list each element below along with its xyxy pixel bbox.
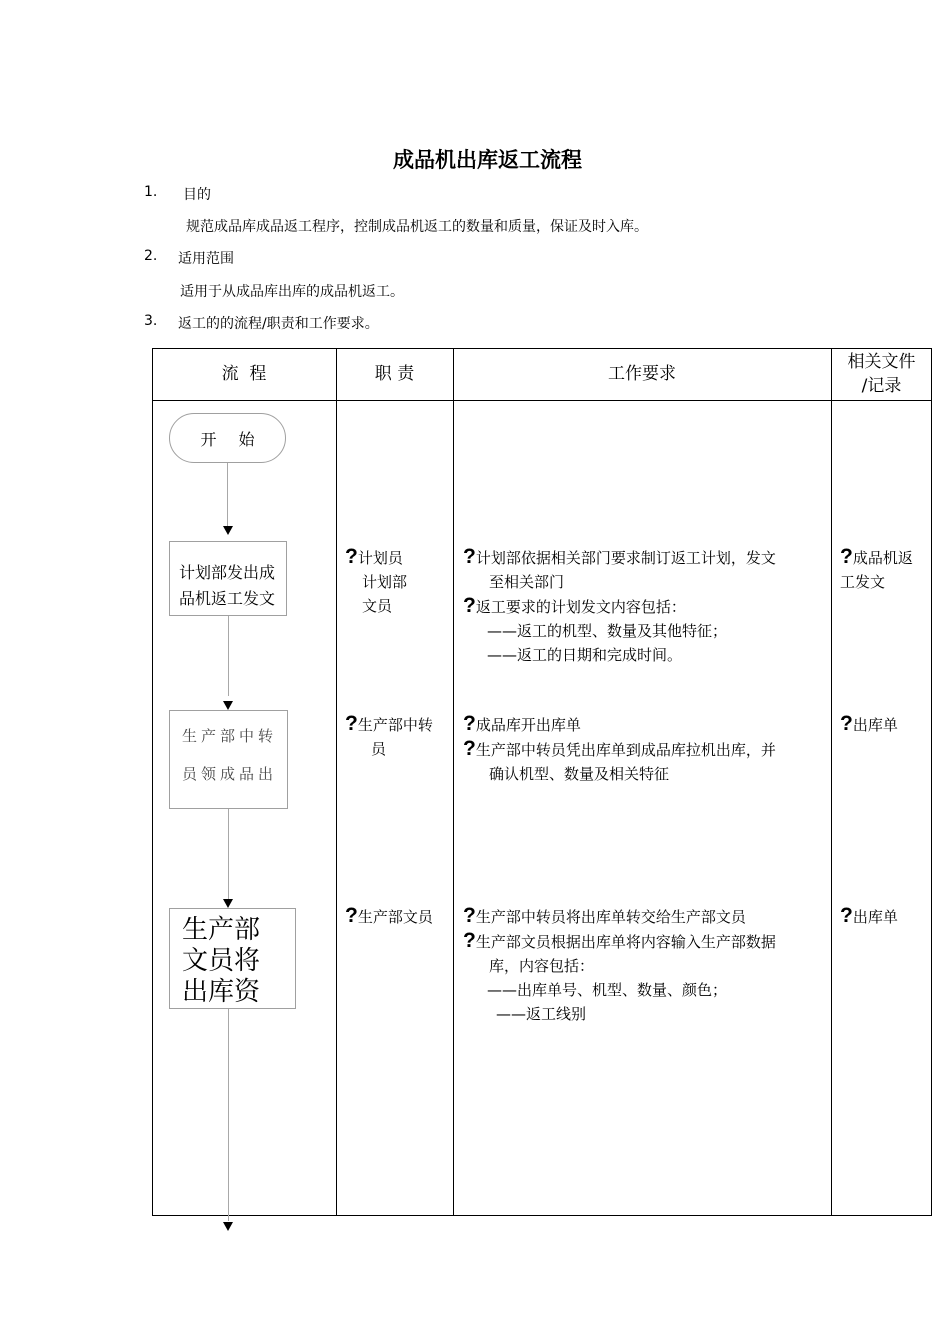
arrow-down-icon <box>223 526 233 535</box>
flow-step-3-line3: 出库资 <box>182 977 261 1007</box>
connector-step3-next <box>228 1009 229 1221</box>
row1-req1-line2: 至相关部门 <box>489 573 565 591</box>
flow-start-terminal: 开始 <box>169 413 286 463</box>
row3-duty <box>345 904 433 929</box>
row1-req-sub1: ——返工的机型、数量及其他特征； <box>487 622 728 640</box>
bullet-icon: ? <box>463 929 476 952</box>
header-docs <box>831 348 932 400</box>
arrow-down-icon <box>223 701 233 710</box>
arrow-down-icon <box>223 899 233 908</box>
row1-req1-line1: 计划部依据相关部门要求制订返工计划，发文 <box>475 549 776 567</box>
header-requirements: 工作要求 <box>608 364 676 384</box>
bullet-icon: ? <box>840 712 853 735</box>
row3-req2-line2: 库，内容包括： <box>489 957 595 975</box>
row3-docs <box>840 904 898 929</box>
flow-step-2-line2: 员领成品出 <box>182 765 278 783</box>
flow-step-3 <box>169 908 296 1009</box>
section-2-number: 2. <box>144 248 158 264</box>
bullet-icon: ? <box>463 545 476 568</box>
row2-duty-line1: 生产部中转 <box>357 716 433 734</box>
connector-start-step1 <box>227 463 228 527</box>
bullet-icon: ? <box>840 545 853 568</box>
bullet-icon: ? <box>345 904 358 927</box>
flow-step-1 <box>169 541 287 616</box>
header-docs-line2: /记录 <box>861 376 902 396</box>
section-2-body: 适用于从成品库出库的成品机返工。 <box>180 284 404 300</box>
connector-step1-step2 <box>228 616 229 696</box>
row1-duty-line2: 计划部 <box>362 573 408 591</box>
table-col-divider-2 <box>453 348 454 1216</box>
row3-doc: 出库单 <box>852 908 898 926</box>
flow-step-3-line1: 生产部 <box>182 915 261 945</box>
flow-step-1-line1: 计划部发出成 <box>179 563 276 582</box>
arrow-down-icon <box>223 1222 233 1231</box>
row2-docs <box>840 712 898 737</box>
row3-req1: 生产部中转员将出库单转交给生产部文员 <box>475 908 746 926</box>
row3-req2-line1: 生产部文员根据出库单将内容输入生产部数据 <box>475 933 776 951</box>
section-1-body: 规范成品库成品返工程序，控制成品机返工的数量和质量，保证及时入库。 <box>186 219 648 235</box>
bullet-icon: ? <box>840 904 853 927</box>
row2-doc: 出库单 <box>852 716 898 734</box>
bullet-icon: ? <box>463 594 476 617</box>
row2-req2-line1: 生产部中转员凭出库单到成品库拉机出库，并 <box>475 741 776 759</box>
row2-duty-line2: 员 <box>371 740 387 758</box>
row1-requirements <box>463 545 829 667</box>
section-1-number: 1. <box>144 184 158 200</box>
table-header-divider <box>152 400 932 401</box>
row1-docs <box>840 545 913 594</box>
section-3-heading: 返工的的流程/职责和工作要求。 <box>178 316 379 332</box>
bullet-icon: ? <box>345 545 358 568</box>
header-flow: 流 程 <box>221 364 267 384</box>
row1-duty-line1: 计划员 <box>357 549 403 567</box>
flow-step-1-line2: 品机返工发文 <box>179 589 276 608</box>
row3-duty-text: 生产部文员 <box>357 908 433 926</box>
header-docs-line1: 相关文件 <box>847 352 916 372</box>
row1-duty <box>345 545 407 618</box>
header-duty: 职 责 <box>374 364 415 384</box>
row2-requirements <box>463 712 829 786</box>
row1-doc-line2: 工发文 <box>840 573 886 591</box>
bullet-icon: ? <box>463 712 476 735</box>
row1-doc-line1: 成品机返 <box>852 549 913 567</box>
row2-req2-line2: 确认机型、数量及相关特征 <box>489 765 670 783</box>
connector-step2-step3 <box>228 809 229 899</box>
section-3-number: 3. <box>144 313 158 329</box>
table-col-divider-3 <box>831 348 832 1216</box>
table-col-divider-1 <box>336 348 337 1216</box>
row3-requirements <box>463 904 829 1026</box>
flow-step-2-line1: 生产部中转 <box>182 727 278 745</box>
row2-duty <box>345 712 433 761</box>
row1-duty-line3: 文员 <box>362 597 393 615</box>
row1-req2: 返工要求的计划发文内容包括： <box>475 598 686 616</box>
row3-req-sub1: ——出库单号、机型、数量、颜色； <box>487 981 728 999</box>
section-2-heading: 适用范围 <box>178 251 234 267</box>
bullet-icon: ? <box>345 712 358 735</box>
bullet-icon: ? <box>463 737 476 760</box>
flow-step-2 <box>169 710 288 809</box>
row2-req1: 成品库开出库单 <box>475 716 581 734</box>
row1-req-sub2: ——返工的日期和完成时间。 <box>487 646 683 664</box>
row3-req-sub2: ——返工线别 <box>496 1005 587 1023</box>
document-title: 成品机出库返工流程 <box>393 148 582 172</box>
bullet-icon: ? <box>463 904 476 927</box>
flow-step-3-line2: 文员将 <box>182 946 261 976</box>
section-1-heading: 目的 <box>183 187 211 203</box>
